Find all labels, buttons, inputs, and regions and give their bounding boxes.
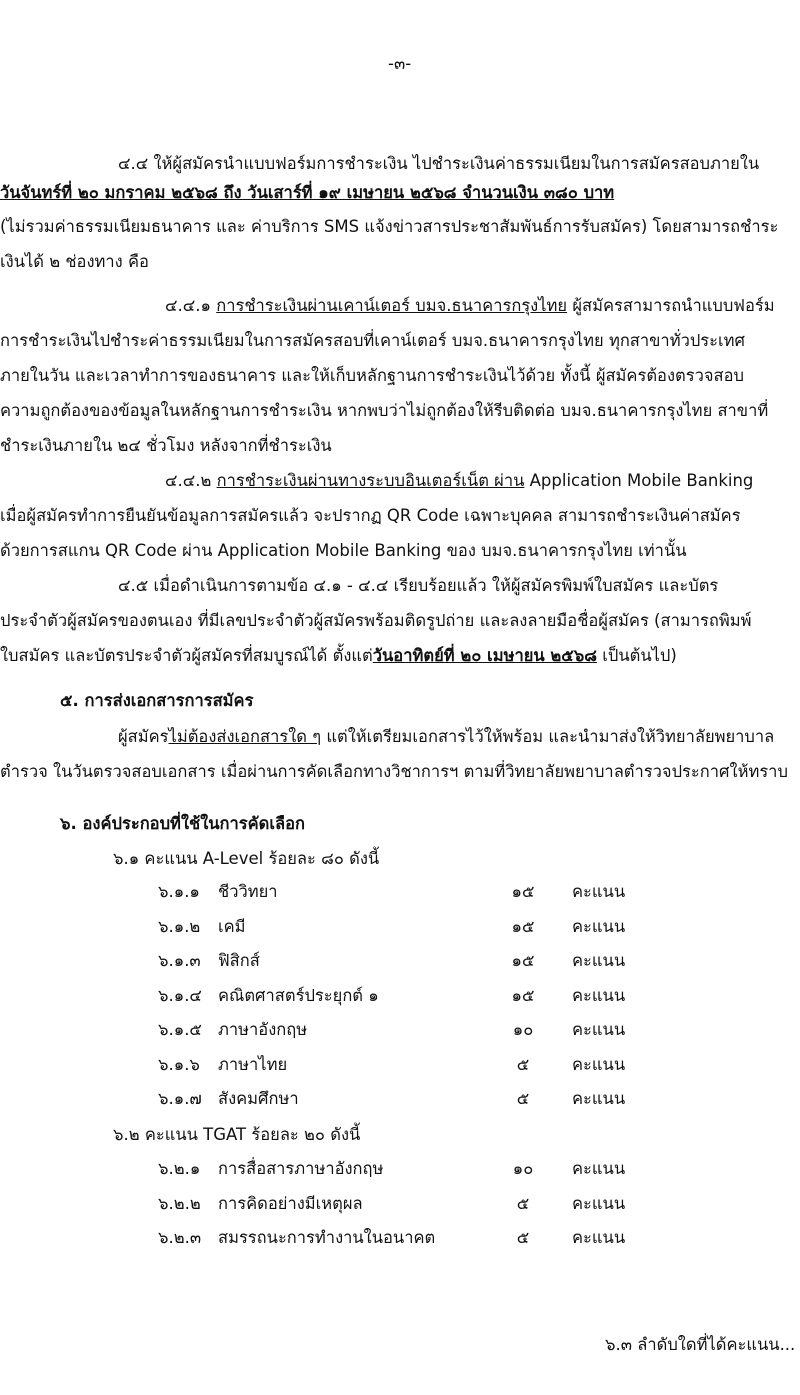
item-4-4-2-rest: Application Mobile Banking [524, 471, 754, 490]
para-4-5-line-2: ประจำตัวผู้สมัครของตนเอง ที่มีเลขประจำตัวผู้สมัครพร้อมติดรูปถ่าย และลงลายมือชื่อผู้สมัคร (สามารถพิมพ์ [0, 611, 752, 630]
score-item-unit: คะแนน [572, 882, 626, 901]
score-item-name: การสื่อสารภาษาอังกฤษ [218, 1159, 384, 1178]
score-item-code: ๖.๑.๒ [158, 916, 201, 936]
para-4-4-1-line-3: ภายในวัน และเวลาทำการของธนาคาร และให้เก็บหลักฐานการชำระเงินไว้ด้วย ทั้งนี้ ผู้สมัครต้องตรวจสอบ [0, 366, 744, 385]
next-page-continuation: ๖.๓ ลำดับใดที่ได้คะแนน... [605, 1335, 796, 1354]
para-4-5-line-3-c: เป็นต้นไป) [596, 646, 677, 665]
para-4-4-2-line-3: ด้วยการสแกน QR Code ผ่าน Application Mobile Banking ของ บมจ.ธนาคารกรุงไทย เท่านั้น [0, 541, 687, 560]
score-item-code: ๖.๒.๑ [158, 1159, 201, 1178]
para-4-4-line-4: เงินได้ ๒ ช่องทาง คือ [0, 252, 149, 271]
score-item-unit: คะแนน [572, 1228, 626, 1247]
score-item-name: การคิดอย่างมีเหตุผล [218, 1193, 363, 1213]
section-6-heading: ๖. องค์ประกอบที่ใช้ในการคัดเลือก [60, 814, 306, 833]
score-item-points: ๕ [516, 1054, 530, 1074]
para-4-4-line-3: (ไม่รวมค่าธรรมเนียมธนาคาร และ ค่าบริการ SMS แจ้งข่าวสารประชาสัมพันธ์การรับสมัคร) โดยสามารถชำระ [0, 217, 779, 236]
score-item-name: คณิตศาสตร์ประยุกต์ ๑ [218, 985, 379, 1005]
para-5-line-1 [118, 725, 774, 749]
score-item-code: ๖.๑.๕ [158, 1020, 202, 1039]
score-item-points: ๑๕ [511, 916, 535, 936]
no-documents-note: ไม่ต้องส่งเอกสารใด ๆ [168, 727, 322, 746]
para-4-4-1-line-1 [165, 294, 775, 318]
para-4-4-1-line-4: ความถูกต้องของข้อมูลในหลักฐานการชำระเงิน หากพบว่าไม่ถูกต้องให้รีบติดต่อ บมจ.ธนาคารกรุงไทย สาขาที่ [0, 401, 769, 420]
item-4-4-2-number: ๔.๔.๒ [165, 471, 212, 490]
para-4-5-line-3-a: ใบสมัคร และบัตรประจำตัวผู้สมัครที่สมบูรณ์ได้ ตั้งแต่ [0, 646, 373, 665]
para-5-line-1-a: ผู้สมัคร [118, 727, 169, 746]
score-item-points: ๕ [516, 1228, 530, 1247]
score-item-points: ๕ [516, 1193, 530, 1213]
score-item-points: ๕ [516, 1089, 530, 1108]
score-item-code: ๖.๑.๔ [158, 985, 202, 1005]
score-item-unit: คะแนน [572, 1054, 626, 1074]
para-4-4-2-line-2: เมื่อผู้สมัครทำการยืนยันข้อมูลการสมัครแล้ว จะปรากฏ QR Code เฉพาะบุคคล สามารถชำระเงินค่าสมัคร [0, 506, 741, 525]
para-4-5-line-1: ๔.๕ เมื่อดำเนินการตามข้อ ๔.๑ - ๔.๔ เรียบร้อยแล้ว ให้ผู้สมัครพิมพ์ใบสมัคร และบัตร [118, 576, 719, 595]
score-item-name: ภาษาอังกฤษ [218, 1020, 308, 1039]
score-item-code: ๖.๑.๗ [158, 1089, 202, 1108]
score-item-unit: คะแนน [572, 1089, 626, 1108]
score-item-unit: คะแนน [572, 916, 626, 936]
score-item-unit: คะแนน [572, 1159, 626, 1178]
para-5-line-2: ตำรวจ ในวันตรวจสอบเอกสาร เมื่อผ่านการคัดเลือกทางวิชาการฯ ตามที่วิทยาลัยพยาบาลตำรวจประกาศให้ทราบ [0, 762, 788, 781]
score-item-points: ๑๕ [511, 951, 535, 970]
para-4-5-line-3 [0, 644, 677, 668]
score-item-unit: คะแนน [572, 1020, 626, 1039]
score-item-unit: คะแนน [572, 951, 626, 970]
score-item-unit: คะแนน [572, 985, 626, 1005]
score-item-name: สมรรถนะการทำงานในอนาคต [218, 1228, 436, 1247]
score-item-points: ๑๕ [511, 985, 535, 1005]
item-4-4-2-title: การชำระเงินผ่านทางระบบอินเตอร์เน็ต ผ่าน [216, 471, 525, 490]
score-item-unit: คะแนน [572, 1193, 626, 1213]
group-6-2-title: ๖.๒ คะแนน TGAT ร้อยละ ๒๐ ดังนี้ [113, 1125, 361, 1144]
para-4-4-1-line-5: ชำระเงินภายใน ๒๔ ชั่วโมง หลังจากที่ชำระเงิน [0, 436, 332, 455]
score-item-name: ภาษาไทย [218, 1054, 288, 1074]
item-4-4-1-title: การชำระเงินผ่านเคาน์เตอร์ บมจ.ธนาคารกรุงไทย [216, 296, 568, 315]
print-start-date: วันอาทิตย์ที่ ๒๐ เมษายน ๒๕๖๘ [372, 646, 597, 665]
score-item-points: ๑๕ [511, 882, 535, 901]
para-4-4-date-line: วันจันทร์ที่ ๒๐ มกราคม ๒๕๖๘ ถึง วันเสาร์ที่ ๑๙ เมษายน ๒๕๖๘ จำนวนเงิน ๓๘๐ บาท [0, 183, 615, 202]
score-item-points: ๑๐ [512, 1020, 534, 1039]
score-item-code: ๖.๑.๑ [158, 882, 200, 901]
group-6-1-title: ๖.๑ คะแนน A-Level ร้อยละ ๘๐ ดังนี้ [113, 849, 380, 868]
score-item-name: ชีววิทยา [218, 882, 278, 901]
section-5-heading: ๕. การส่งเอกสารการสมัคร [60, 691, 254, 710]
para-4-4-1-line-2: การชำระเงินไปชำระค่าธรรมเนียมในการสมัครสอบที่เคาน์เตอร์ บมจ.ธนาคารกรุงไทย ทุกสาขาทั่วประเทศ [0, 331, 746, 350]
para-5-line-1-c: แต่ให้เตรียมเอกสารไว้ให้พร้อม และนำมาส่งให้วิทยาลัยพยาบาล [321, 727, 775, 746]
score-item-code: ๖.๑.๓ [158, 951, 201, 970]
item-4-4-1-number: ๔.๔.๑ [165, 296, 211, 315]
item-4-4-1-rest: ผู้สมัครสามารถนำแบบฟอร์ม [567, 296, 775, 315]
score-item-points: ๑๐ [512, 1159, 534, 1178]
para-4-4-2-line-1 [165, 469, 753, 493]
page-number: -๓- [388, 54, 412, 73]
score-item-name: ฟิสิกส์ [218, 951, 260, 970]
score-item-name: สังคมศึกษา [218, 1089, 299, 1108]
score-item-name: เคมี [218, 916, 246, 936]
score-item-code: ๖.๑.๖ [158, 1054, 200, 1074]
score-item-code: ๖.๒.๓ [158, 1228, 202, 1247]
score-item-code: ๖.๒.๒ [158, 1193, 201, 1213]
para-4-4-line-1: ๔.๔ ให้ผู้สมัครนำแบบฟอร์มการชำระเงิน ไปชำระเงินค่าธรรมเนียมในการสมัครสอบภายใน [118, 154, 760, 173]
